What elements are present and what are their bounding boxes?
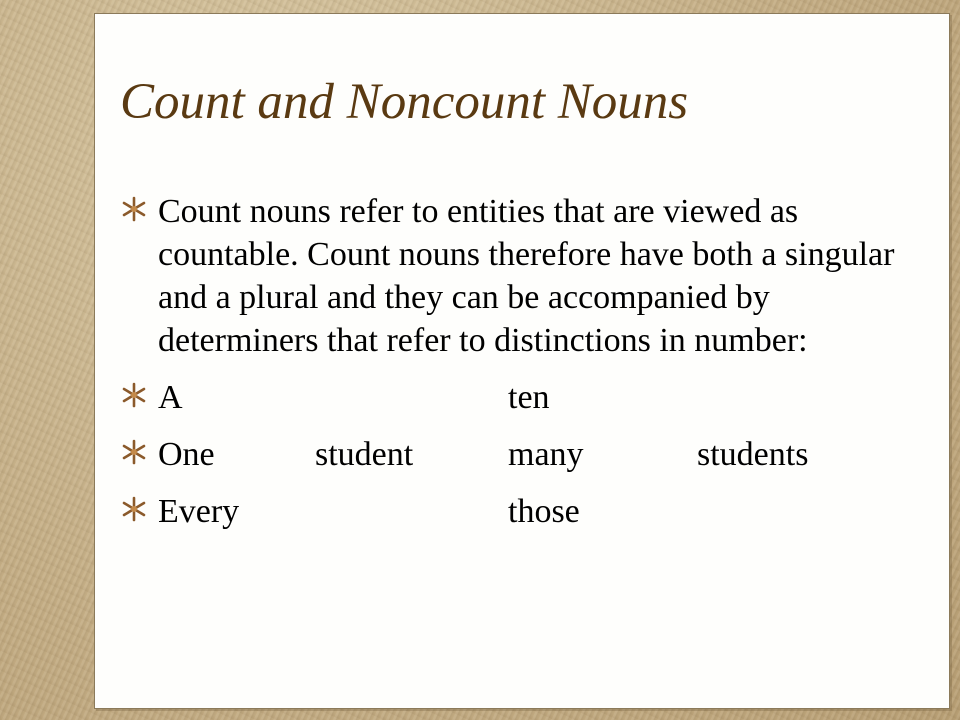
noun-plural: students — [697, 436, 809, 473]
slide-title: Count and Noncount Nouns — [120, 74, 689, 130]
bullet-list — [122, 190, 922, 533]
bullet-row — [122, 376, 922, 419]
determiner-singular: One — [158, 436, 215, 473]
intro-text: Count nouns refer to entities that are viewed as countable. Count nouns therefore have both a singular and a plural and they can be accompanied by determiners that refer to distinctions in number: — [158, 193, 895, 359]
snowflake-bullet-icon — [122, 439, 146, 465]
determiner-plural: many — [508, 436, 584, 473]
bullet-intro — [122, 190, 922, 362]
noun-singular — [315, 376, 508, 419]
noun-singular — [315, 490, 508, 533]
noun-singular: student — [315, 436, 414, 473]
noun-plural — [697, 376, 877, 419]
bullet-row — [122, 490, 922, 533]
snowflake-bullet-icon — [122, 382, 146, 408]
determiner-singular: Every — [158, 493, 240, 530]
bullet-row — [122, 433, 922, 476]
snowflake-bullet-icon — [122, 496, 146, 522]
noun-plural — [697, 490, 877, 533]
snowflake-bullet-icon — [122, 196, 146, 222]
determiner-singular: A — [158, 379, 183, 416]
determiner-plural: those — [508, 493, 580, 530]
determiner-plural: ten — [508, 379, 550, 416]
